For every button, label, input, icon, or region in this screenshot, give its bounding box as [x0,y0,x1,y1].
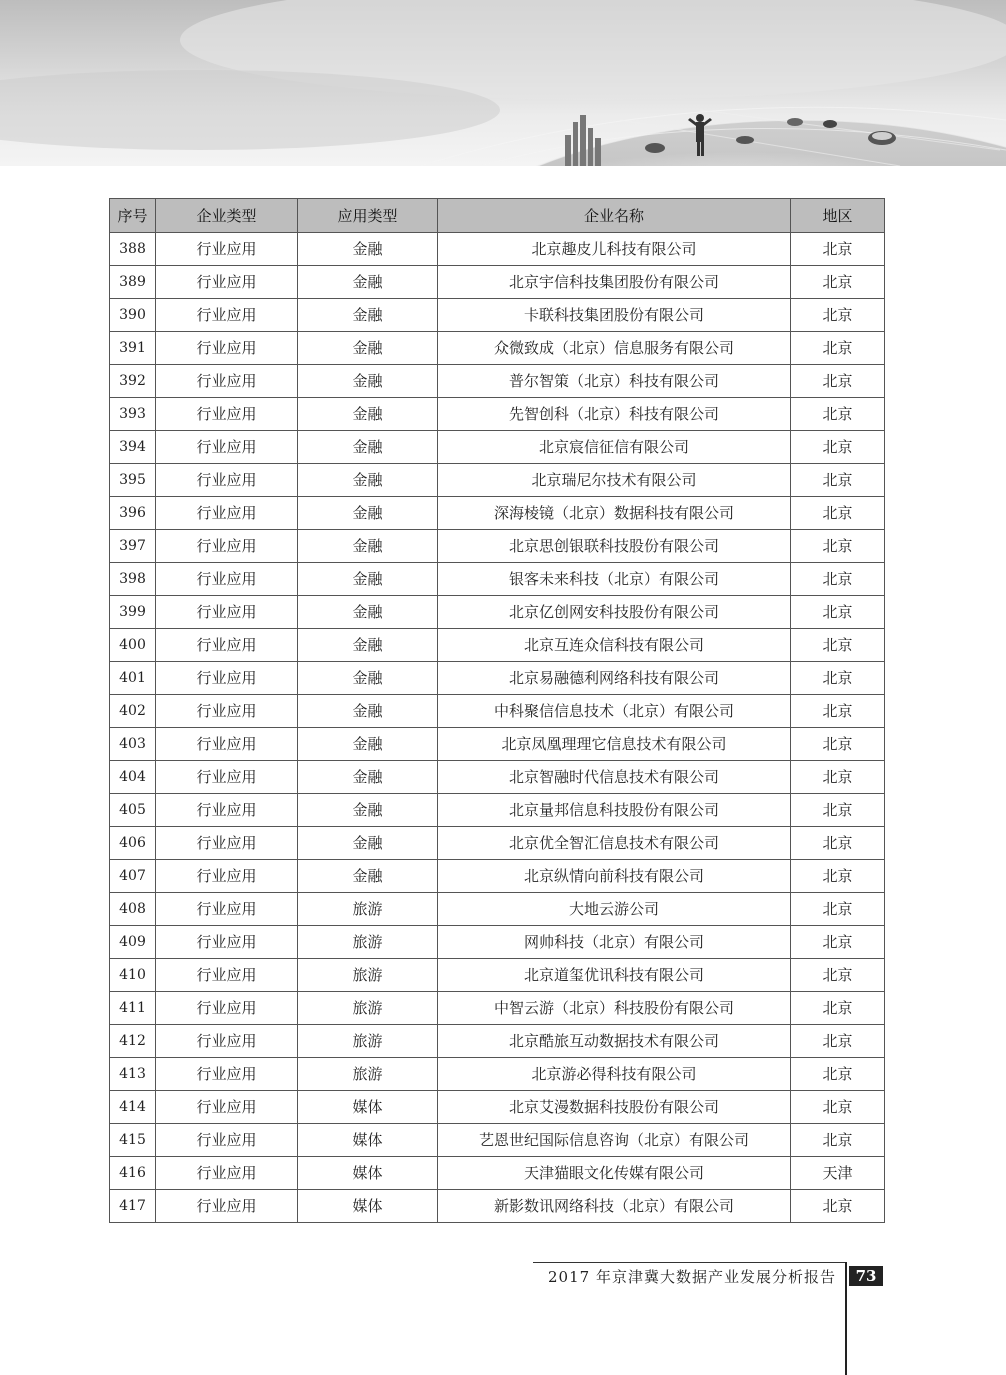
cell-application-type: 媒体 [298,1157,438,1190]
cell-index: 407 [110,860,156,893]
cell-company-type: 行业应用 [156,332,298,365]
cell-index: 405 [110,794,156,827]
cell-company-type: 行业应用 [156,893,298,926]
cell-company-name: 艺恩世纪国际信息咨询（北京）有限公司 [438,1124,791,1157]
cell-index: 400 [110,629,156,662]
cell-region: 北京 [791,1091,885,1124]
cell-company-type: 行业应用 [156,596,298,629]
cell-region: 北京 [791,794,885,827]
cell-application-type: 媒体 [298,1091,438,1124]
cell-index: 393 [110,398,156,431]
cell-company-type: 行业应用 [156,1190,298,1223]
cell-index: 417 [110,1190,156,1223]
cell-index: 409 [110,926,156,959]
cell-region: 北京 [791,827,885,860]
cell-region: 北京 [791,563,885,596]
cell-company-type: 行业应用 [156,464,298,497]
cell-region: 北京 [791,332,885,365]
cell-application-type: 金融 [298,695,438,728]
cell-company-name: 中智云游（北京）科技股份有限公司 [438,992,791,1025]
cell-region: 北京 [791,695,885,728]
cell-company-name: 北京亿创网安科技股份有限公司 [438,596,791,629]
cell-application-type: 媒体 [298,1124,438,1157]
cell-index: 398 [110,563,156,596]
company-table-container [109,198,884,1223]
cell-index: 403 [110,728,156,761]
cell-index: 413 [110,1058,156,1091]
cell-application-type: 旅游 [298,926,438,959]
cell-region: 北京 [791,1124,885,1157]
table-row [110,926,885,959]
cell-company-name: 北京智融时代信息技术有限公司 [438,761,791,794]
cell-application-type: 旅游 [298,893,438,926]
cell-index: 396 [110,497,156,530]
table-row [110,1058,885,1091]
cell-index: 401 [110,662,156,695]
table-row [110,629,885,662]
cell-region: 北京 [791,662,885,695]
cell-index: 406 [110,827,156,860]
cell-region: 北京 [791,629,885,662]
table-row [110,992,885,1025]
table-row [110,530,885,563]
cell-index: 410 [110,959,156,992]
cell-index: 411 [110,992,156,1025]
cell-application-type: 金融 [298,530,438,563]
cell-application-type: 金融 [298,266,438,299]
cell-company-name: 北京宸信征信有限公司 [438,431,791,464]
cell-company-name: 北京量邦信息科技股份有限公司 [438,794,791,827]
cell-company-type: 行业应用 [156,497,298,530]
cell-application-type: 旅游 [298,992,438,1025]
cell-index: 399 [110,596,156,629]
cell-company-type: 行业应用 [156,530,298,563]
cell-region: 北京 [791,959,885,992]
cell-region: 北京 [791,1025,885,1058]
table-row [110,827,885,860]
header-index: 序号 [110,199,156,233]
cell-region: 北京 [791,464,885,497]
cell-application-type: 金融 [298,233,438,266]
cell-application-type: 金融 [298,563,438,596]
cell-application-type: 金融 [298,398,438,431]
cell-company-name: 银客未来科技（北京）有限公司 [438,563,791,596]
cell-company-type: 行业应用 [156,431,298,464]
cell-company-name: 北京宇信科技集团股份有限公司 [438,266,791,299]
cell-company-type: 行业应用 [156,1025,298,1058]
cell-company-name: 北京纵情向前科技有限公司 [438,860,791,893]
cell-company-name: 深海棱镜（北京）数据科技有限公司 [438,497,791,530]
header-region: 地区 [791,199,885,233]
banner-illustration [0,0,1006,166]
cell-region: 北京 [791,431,885,464]
cell-company-name: 众微致成（北京）信息服务有限公司 [438,332,791,365]
cell-application-type: 旅游 [298,959,438,992]
cell-company-type: 行业应用 [156,563,298,596]
cell-company-name: 北京游必得科技有限公司 [438,1058,791,1091]
cell-company-type: 行业应用 [156,827,298,860]
table-body [110,233,885,1223]
cell-company-name: 北京艾漫数据科技股份有限公司 [438,1091,791,1124]
cell-company-type: 行业应用 [156,1091,298,1124]
cell-company-name: 北京趣皮儿科技有限公司 [438,233,791,266]
cell-company-type: 行业应用 [156,860,298,893]
page-number: 73 [849,1266,883,1286]
cell-region: 北京 [791,530,885,563]
table-row [110,299,885,332]
table-row [110,1190,885,1223]
cell-region: 北京 [791,728,885,761]
cell-region: 北京 [791,893,885,926]
cell-index: 416 [110,1157,156,1190]
cell-company-name: 卡联科技集团股份有限公司 [438,299,791,332]
cell-company-type: 行业应用 [156,233,298,266]
cell-region: 北京 [791,926,885,959]
cell-company-name: 北京道玺优讯科技有限公司 [438,959,791,992]
cell-company-type: 行业应用 [156,992,298,1025]
cell-region: 北京 [791,761,885,794]
cell-company-type: 行业应用 [156,1124,298,1157]
report-title: 2017 年京津冀大数据产业发展分析报告 [548,1268,836,1286]
table-row [110,662,885,695]
cell-application-type: 金融 [298,761,438,794]
header-banner-image [0,0,1006,166]
cell-company-type: 行业应用 [156,266,298,299]
cell-region: 北京 [791,860,885,893]
cell-company-name: 北京凤凰理理它信息技术有限公司 [438,728,791,761]
cell-index: 389 [110,266,156,299]
table-row [110,497,885,530]
cell-region: 北京 [791,233,885,266]
cell-company-name: 网帅科技（北京）有限公司 [438,926,791,959]
cell-index: 395 [110,464,156,497]
footer-vertical-rule [845,1262,847,1375]
cell-application-type: 金融 [298,860,438,893]
cell-region: 北京 [791,992,885,1025]
cell-region: 北京 [791,596,885,629]
table-row [110,761,885,794]
cell-application-type: 金融 [298,497,438,530]
cell-company-type: 行业应用 [156,695,298,728]
cell-application-type: 金融 [298,464,438,497]
table-row [110,365,885,398]
cell-index: 404 [110,761,156,794]
table-row [110,1025,885,1058]
cell-application-type: 金融 [298,794,438,827]
cell-company-name: 新影数讯网络科技（北京）有限公司 [438,1190,791,1223]
table-row [110,266,885,299]
cell-company-type: 行业应用 [156,662,298,695]
cell-company-type: 行业应用 [156,959,298,992]
table-header-row [110,199,885,233]
cell-company-name: 中科聚信信息技术（北京）有限公司 [438,695,791,728]
cell-index: 415 [110,1124,156,1157]
table-row [110,1157,885,1190]
cell-company-name: 北京优全智汇信息技术有限公司 [438,827,791,860]
cell-application-type: 金融 [298,332,438,365]
cell-company-type: 行业应用 [156,365,298,398]
cell-company-type: 行业应用 [156,926,298,959]
cell-region: 北京 [791,1190,885,1223]
cell-company-type: 行业应用 [156,761,298,794]
cell-application-type: 金融 [298,431,438,464]
cell-application-type: 金融 [298,299,438,332]
table-row [110,860,885,893]
cell-company-name: 北京互连众信科技有限公司 [438,629,791,662]
cell-company-type: 行业应用 [156,299,298,332]
cell-index: 412 [110,1025,156,1058]
header-application-type: 应用类型 [298,199,438,233]
cell-region: 北京 [791,1058,885,1091]
cell-index: 390 [110,299,156,332]
table-row [110,431,885,464]
cell-company-name: 北京酷旅互动数据技术有限公司 [438,1025,791,1058]
cell-company-type: 行业应用 [156,728,298,761]
company-table [109,198,885,1223]
table-row [110,398,885,431]
table-row [110,233,885,266]
cell-company-type: 行业应用 [156,1157,298,1190]
cell-index: 402 [110,695,156,728]
cell-index: 397 [110,530,156,563]
header-company-type: 企业类型 [156,199,298,233]
cell-application-type: 旅游 [298,1025,438,1058]
table-row [110,893,885,926]
table-row [110,959,885,992]
cell-region: 北京 [791,497,885,530]
cell-index: 388 [110,233,156,266]
cell-company-name: 北京易融德利网络科技有限公司 [438,662,791,695]
cell-company-type: 行业应用 [156,1058,298,1091]
footer-divider [533,1262,846,1263]
cell-index: 392 [110,365,156,398]
cell-company-name: 大地云游公司 [438,893,791,926]
table-row [110,332,885,365]
cell-application-type: 金融 [298,629,438,662]
cell-index: 391 [110,332,156,365]
cell-application-type: 金融 [298,365,438,398]
cell-company-name: 天津猫眼文化传媒有限公司 [438,1157,791,1190]
cell-company-type: 行业应用 [156,398,298,431]
table-row [110,1124,885,1157]
table-row [110,794,885,827]
cell-company-name: 北京思创银联科技股份有限公司 [438,530,791,563]
cell-index: 414 [110,1091,156,1124]
table-row [110,728,885,761]
cell-company-name: 普尔智策（北京）科技有限公司 [438,365,791,398]
cell-region: 北京 [791,365,885,398]
cell-application-type: 金融 [298,827,438,860]
cell-application-type: 金融 [298,596,438,629]
cell-company-type: 行业应用 [156,629,298,662]
cell-region: 北京 [791,266,885,299]
cell-region: 天津 [791,1157,885,1190]
cell-index: 408 [110,893,156,926]
table-row [110,695,885,728]
cell-company-name: 北京瑞尼尔技术有限公司 [438,464,791,497]
cell-company-type: 行业应用 [156,794,298,827]
cell-index: 394 [110,431,156,464]
cell-region: 北京 [791,398,885,431]
cell-application-type: 旅游 [298,1058,438,1091]
table-row [110,563,885,596]
cell-application-type: 金融 [298,728,438,761]
table-row [110,596,885,629]
header-company-name: 企业名称 [438,199,791,233]
table-row [110,464,885,497]
cell-region: 北京 [791,299,885,332]
cell-application-type: 金融 [298,662,438,695]
table-row [110,1091,885,1124]
cell-company-name: 先智创科（北京）科技有限公司 [438,398,791,431]
cell-application-type: 媒体 [298,1190,438,1223]
